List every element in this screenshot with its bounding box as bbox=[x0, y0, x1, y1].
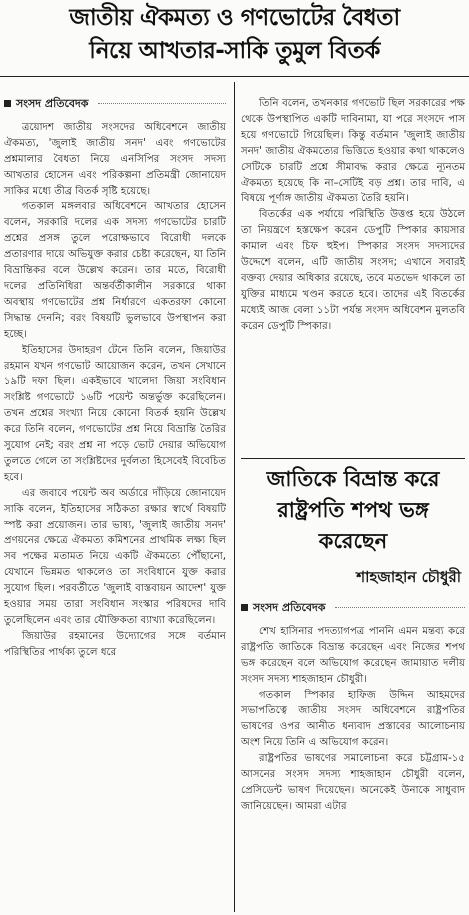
article-paragraph: রাষ্ট্রপতির ভাষণের সমালোচনা করে চট্টগ্রাম-১৫ আসনের সংসদ সদস্য শাহজাহান চৌধুরী বলেন, প্রেসিডেন্ট ভাষণ দিয়েছেন। অনেকেই উনাকে সাধুবাদ জানিয়েছেন। আমরা এটার bbox=[241, 753, 465, 812]
second-headline-line-1: জাতিকে বিভ্রান্ত করে bbox=[266, 467, 440, 491]
article-paragraph: ইতিহাসের উদাহরণ টেনে তিনি বলেন, জিয়াউর রহমান যখন গণভোট আয়োজন করেন, তখন সেখানে ১৯টি দফা ছিল। একইভাবে খালেদা জিয়া সংবিধান সংশ্লিষ্ট গণভোটে ১৬টি পয়েন্ট অন্তর্ভুক্ত করেছিলেন। তখন প্রশ্নের সংখ্যা নিয়ে কোনো বিতর্ক হয়নি উল্লেখ করে তিনি বলেন, গণভোটের প্রশ্ন নিয়ে বিভ্রান্তি তৈরির সুযোগ নেই; বরং প্রশ্ন না পড়ে ভোট দেয়ার অভিযোগ তুলতে গেলে তা সংশ্লিষ্টদের দুর্বলতা হিসেবেই বিবেচিত হবে। bbox=[4, 344, 226, 483]
article-paragraph: ত্রয়োদশ জাতীয় সংসদের অধিবেশনে জাতীয় ঐকমত্য, 'জুলাই জাতীয় সনদ' এবং গণভোটের প্রশ্নমালার বৈধতা নিয়ে এনসিপির সংসদ সদস্য আখতার হোসেন এবং পরিকল্পনা প্রতিমন্ত্রী জোনায়েদ সাকির মধ্যে তীব্র বিতর্ক সৃষ্টি হয়েছে। bbox=[4, 121, 226, 197]
article-paragraph: শেখ হাসিনার পদত্যাগপত্র পাননি এমন মন্তব্য করে রাষ্ট্রপতি জাতিকে বিভ্রান্ত করেছেন এবং নিজের শপথ ভঙ্গ করেছেন বলে অভিযোগ করেছেন জামায়াত দলীয় সংসদ সদস্য শাহজাহান চৌধুরী। bbox=[241, 625, 465, 685]
second-article-rule bbox=[241, 458, 465, 459]
second-headline-line-2: রাষ্ট্রপতি শপথ ভঙ্গ bbox=[277, 498, 429, 522]
article-paragraph: গতকাল স্পিকার হাফিজ উদ্দিন আহমদের সভাপতিত্বে জাতীয় সংসদ অধিবেশনে রাষ্ট্রপতির ভাষণের ওপর আনীত ধন্যবাদ প্রস্তাবের আলোচনায় অংশ নিয়ে তিনি এ অভিযোগ করেন। bbox=[241, 689, 465, 749]
article-paragraph: জিয়াউর রহমানের উদ্যোগের সঙ্গে বর্তমান পরিস্থিতির পার্থক্য তুলে ধরে bbox=[4, 630, 226, 658]
headline-line-1: জাতীয় ঐকমত্য ও গণভোটের বৈধতা bbox=[69, 5, 400, 31]
second-article-headline bbox=[241, 464, 465, 557]
article-paragraph: বিতর্কের এক পর্যায়ে পরিস্থিতি উত্তপ্ত হয়ে উঠলে তা নিয়ন্ত্রণে হস্তক্ষেপ করেন ডেপুটি স্পিকার কায়সার কামাল এবং চিফ হুইপ। স্পিকার সংসদ সদস্যদের উদ্দেশে বলেন, এটি জাতীয় সংসদ; এখানে সবারই বক্তব্য দেয়ার অধিকার রয়েছে, তবে মতভেদ থাকলে তা যুক্তির মাধ্যমে খণ্ডন করতে হবে। তাদের এই বিতর্কের মধ্যেই আজ বেলা ১১টা পর্যন্ত সংসদ অধিবেশন মুলতবি করেন ডেপুটি স্পিকার। bbox=[241, 209, 465, 332]
byline bbox=[4, 96, 226, 112]
second-article-body bbox=[241, 596, 465, 815]
byline-bullet-icon bbox=[241, 604, 248, 611]
article-paragraph: গতকাল মঙ্গলবার অধিবেশনে আখতার হোসেন বলেন, সরকারি দলের এক সদস্য গণভোটের চারটি প্রশ্নের প্রসঙ্গ তুলে পরোক্ষভাবে বিরোধী দলকে প্রতারণার দায়ে অভিযুক্ত করার চেষ্টা করেছেন, যা তিনি বিভ্রান্তিকর বলে উল্লেখ করেন। তার মতে, বিরোধী দলের প্রতিনিধিরা অন্তর্বর্তীকালীন সরকারে থাকা অবস্থায় গণভোটের প্রশ্ন নির্ধারণে একতরফা কোনো সিদ্ধান্ত দেননি; বরং বিষয়টি ভুলভাবে উপস্থাপন করা হচ্ছে। bbox=[4, 201, 226, 340]
headline bbox=[0, 2, 469, 68]
byline-rule bbox=[335, 607, 465, 608]
byline-text: সংসদ প্রতিবেদক bbox=[16, 97, 89, 110]
column-divider bbox=[234, 82, 235, 912]
byline-bullet-icon bbox=[4, 100, 11, 107]
author-name: শাহজাহান চৌধুরী bbox=[356, 568, 461, 586]
headline-rule bbox=[0, 76, 469, 77]
right-column-top bbox=[241, 96, 465, 335]
byline-rule bbox=[98, 103, 226, 104]
article-paragraph: তিনি বলেন, তখনকার গণভোট ছিল সরকারের পক্ষ থেকে উপস্থাপিত একটি দাবিনামা, যা পরে সংসদে পাস হয়ে গণভোটে গিয়েছিল। কিন্তু বর্তমান 'জুলাই জাতীয় সনদ' জাতীয় ঐকমত্যের ভিত্তিতে হওয়ার কথা থাকলেও সেটিকে চারটি প্রশ্নে সীমাবদ্ধ করার ক্ষেত্রে ন্যূনতম ঐকমত্য হয়েছে কি না–সেটিই বড় প্রশ্ন। তার দাবি, এ বিষয়ে পূর্ণাঙ্গ জাতীয় ঐকমত্য তৈরি হয়নি। bbox=[241, 98, 465, 205]
headline-line-2: নিয়ে আখতার-সাকি তুমুল বিতর্ক bbox=[89, 38, 380, 64]
byline-text: সংসদ প্রতিবেদক bbox=[253, 601, 326, 614]
byline bbox=[241, 600, 465, 616]
second-headline-line-3: করেছেন bbox=[318, 529, 388, 553]
article-paragraph: এর জবাবে পয়েন্ট অব অর্ডারে দাঁড়িয়ে জোনায়েদ সাকি বলেন, ইতিহাসের সঠিকতা রক্ষার স্বার্থে বিষয়টি স্পষ্ট করা প্রয়োজন। তার ভাষ্য, 'জুলাই জাতীয় সনদ' প্রণয়নের ক্ষেত্রে ঐকমত্য কমিশনের প্রাথমিক লক্ষ্য ছিল সব পক্ষের মতামত নিয়ে একটি ঐকমত্যে পৌঁছানো, যেখানে ভিন্নমত থাকলেও তা সংবিধানে যুক্ত করার সুযোগ ছিল। পরবর্তীতে 'জুলাই বাস্তবায়ন আদেশ' যুক্ত হওয়ার সময় তারা সংবিধান সংস্কার পরিষদের দাবি তুলেছিলেন এবং তার যৌক্তিকতা ব্যাখ্যা করেছিলেন। bbox=[4, 487, 226, 626]
left-column bbox=[4, 92, 226, 661]
